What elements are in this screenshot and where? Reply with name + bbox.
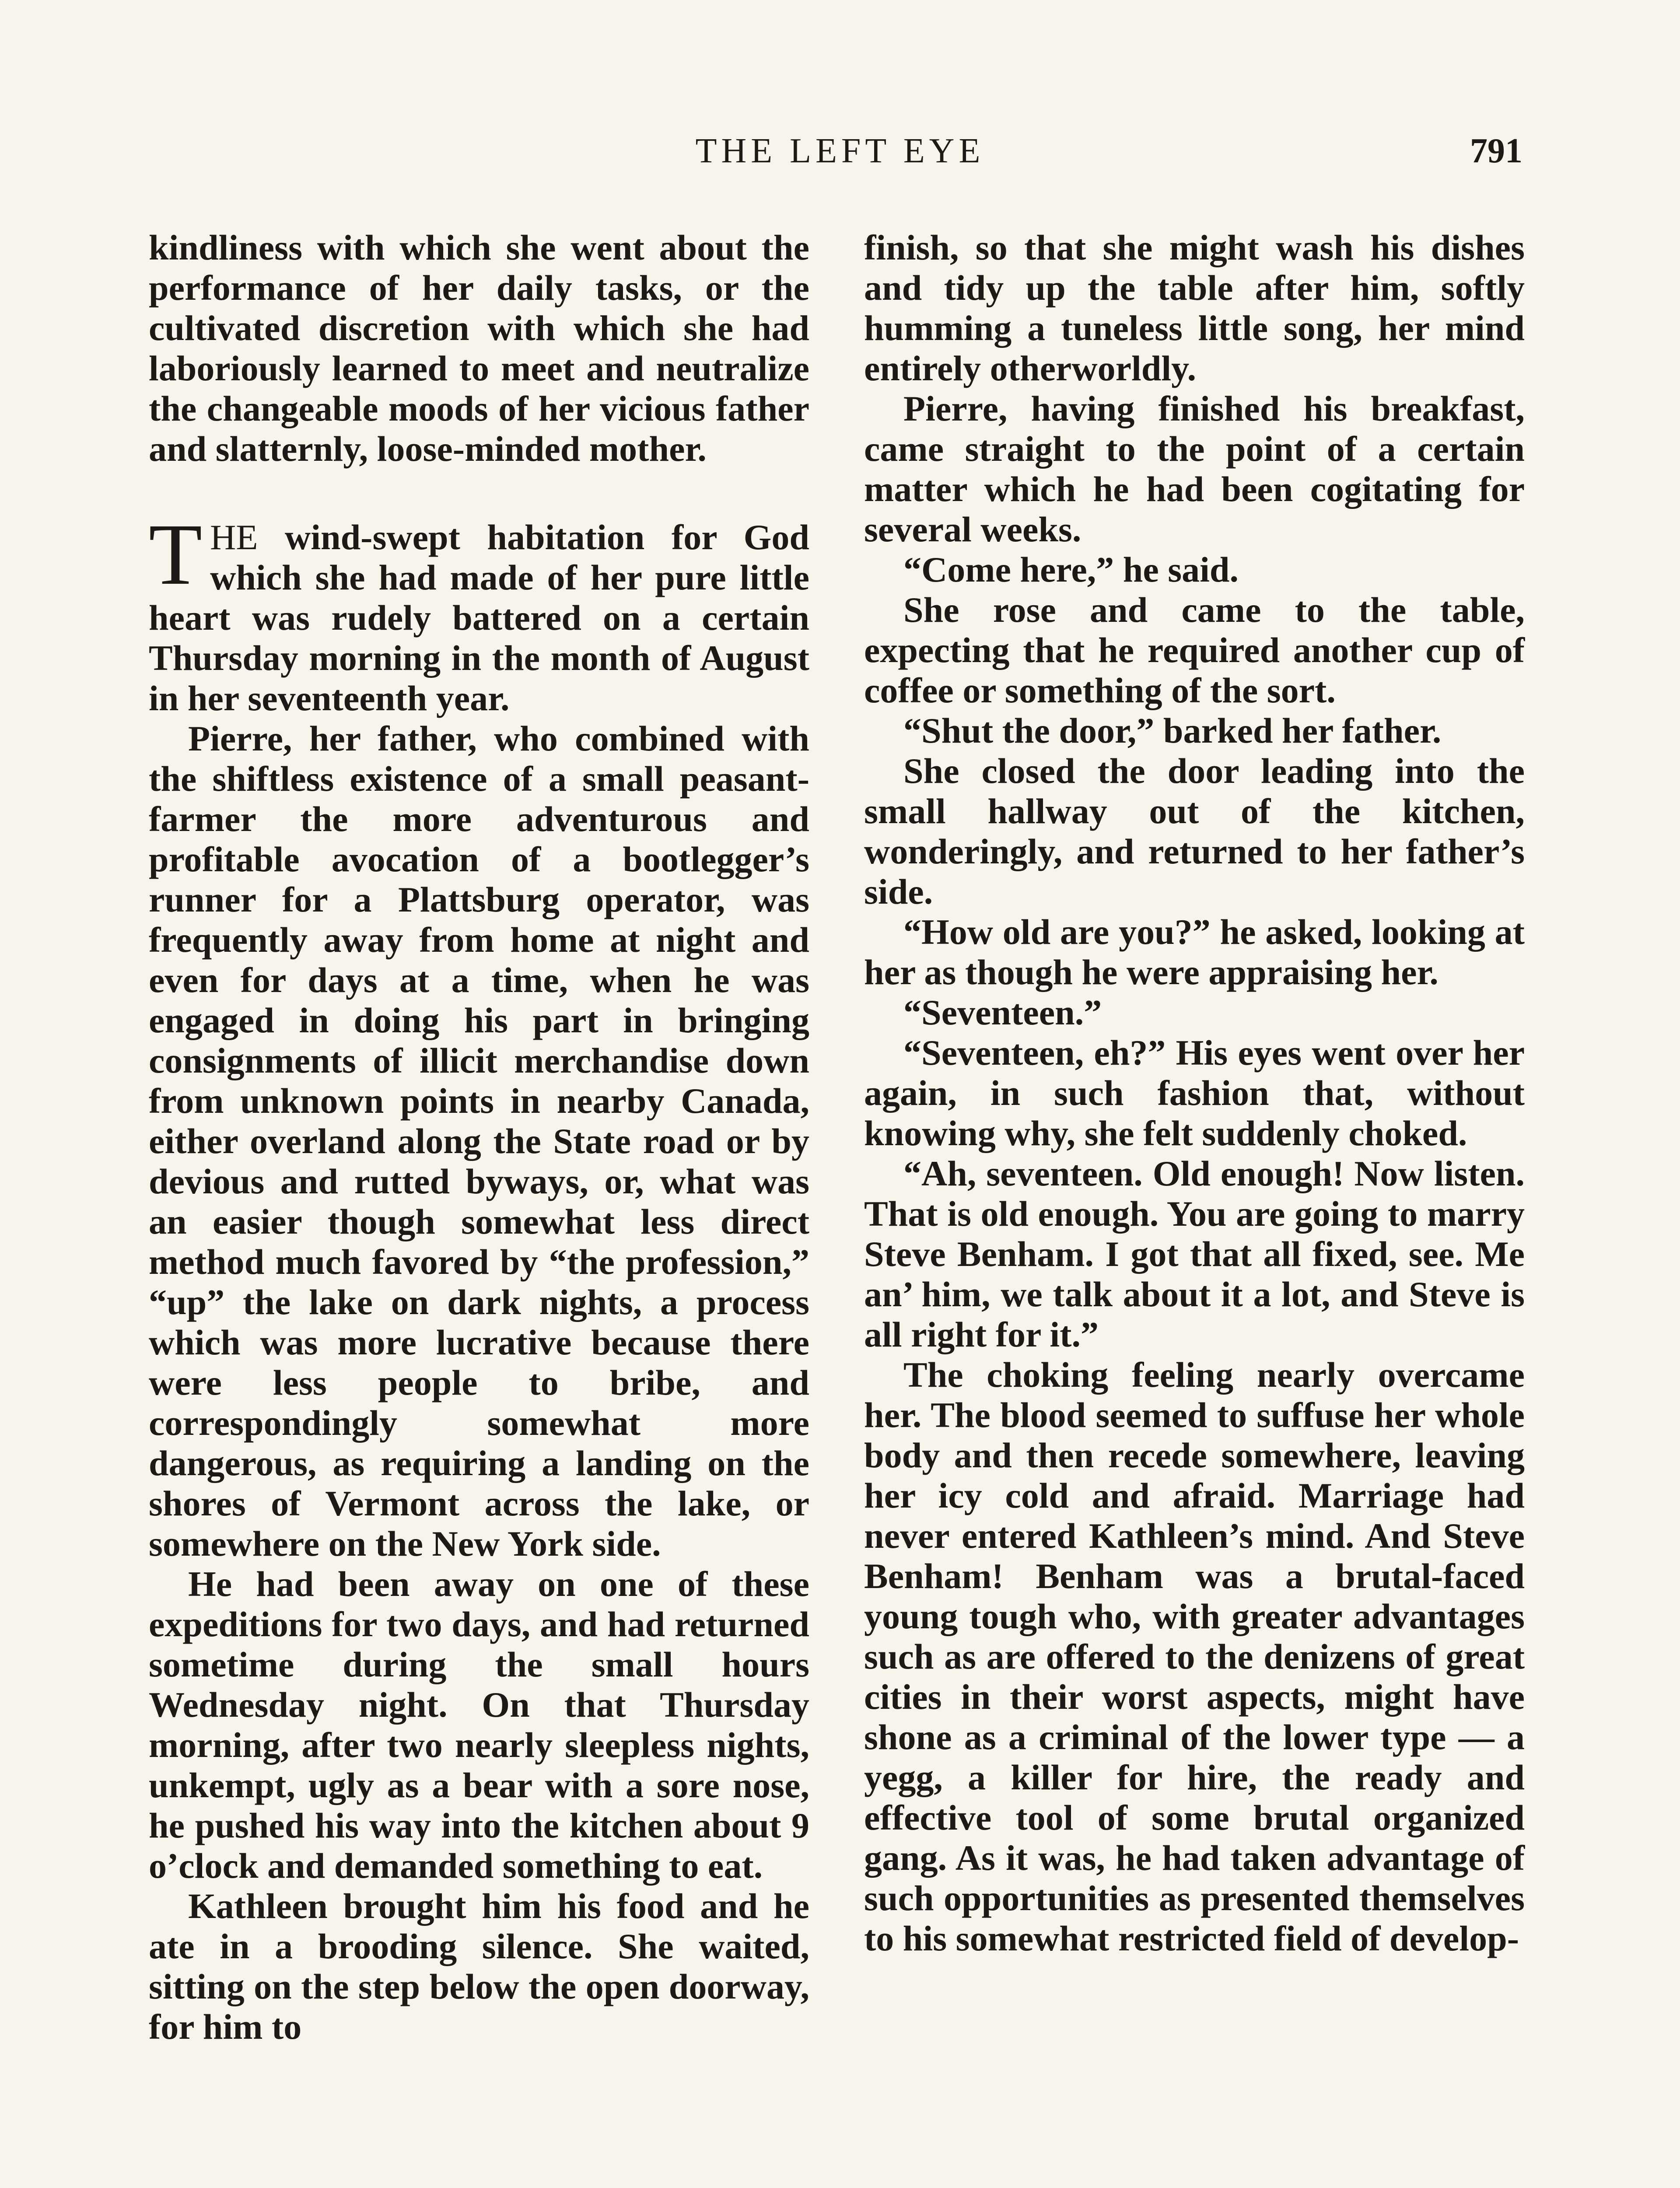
right-column	[864, 228, 1525, 1959]
drop-cap: T	[149, 506, 203, 603]
paragraph: finish, so that she might wash his dishes and tidy up the table after him, softly humming a tuneless little song, her mind entirely otherworldly.	[864, 228, 1525, 388]
paragraph: She rose and came to the table, expecting that he required another cup of coffee or something of the sort.	[864, 590, 1525, 710]
paragraph: “Shut the door,” barked her father.	[903, 711, 1442, 750]
paragraph: “Seventeen, eh?” His eyes went over her again, in such fashion that, without knowing why, she felt suddenly choked.	[864, 1033, 1525, 1153]
paragraph: “Come here,” he said.	[903, 550, 1239, 589]
section-text: wind-swept habitation for God which she had made of her pure little heart was rudely battered on a certain Thursday morning in the month of August in her seventeenth year.	[149, 517, 809, 718]
paragraph: She closed the door leading into the small hallway out of the kitchen, wonderingly, and returned to her father’s side.	[864, 751, 1525, 912]
paragraph: “Seventeen.”	[903, 992, 1102, 1032]
paragraph: Kathleen brought him his food and he ate in a brooding silence. She waited, sitting on the step below the open doorway, for him to	[149, 1886, 809, 2047]
running-header	[158, 131, 1522, 184]
paragraph: “Ah, seventeen. Old enough! Now listen. That is old enough. You are going to marry Steve Benham. I got that all fixed, see. Me an’ him, we talk about it a lot, and Steve is all right for it.”	[864, 1154, 1525, 1354]
left-column	[149, 228, 809, 2047]
paragraph: He had been away on one of these expeditions for two days, and had returned sometime during the small hours Wednesday night. On that Thursday morning, after two nearly sleepless nights, unkempt, ugly as a bear with a sore nose, he pushed his way into the kitchen about 9 o’clock and demanded something to eat.	[149, 1564, 809, 1886]
paragraph: kindliness with which she went about the performance of her daily tasks, or the cultivated discretion with which she had laboriously learned to meet and neutralize the changeable moods of her vicious father and slatternly, loose-minded mother.	[149, 228, 809, 469]
paragraph: Pierre, having finished his breakfast, came straight to the point of a certain matter which he had been cogitating for several weeks.	[864, 389, 1525, 549]
paragraph: The choking feeling nearly overcame her. The blood seemed to suffuse her whole body and then recede somewhere, leaving her icy cold and afraid. Marriage had never entered Kathleen’s mind. And Steve Benham! Benham was a brutal-faced young tough who, with greater advantages such as are offered to the denizens of great cities in their worst aspects, might have shone as a criminal of the lower type — a yegg, a killer for hire, the ready and effective tool of some brutal organized gang. As it was, he had taken advantage of such opportunities as presented themselves to his somewhat restricted field of develop-	[864, 1355, 1525, 1958]
paragraph: “How old are you?” he asked, looking at her as though he were appraising her.	[864, 912, 1525, 992]
running-title: THE LEFT EYE	[695, 132, 985, 170]
small-caps-lead: HE	[210, 517, 258, 557]
section-opening-paragraph	[149, 506, 809, 719]
paragraph: Pierre, her father, who combined with the shiftless existence of a small peasant-farmer the more adventurous and profitable avocation of a bootlegger’s runner for a Plattsburg operator, was frequently away from home at night and even for days at a time, when he was engaged in doing his part in bringing consignments of illicit merchandise down from unknown points in nearby Canada, either overland along the State road or by devious and rutted byways, or, what was an easier though somewhat less direct method much favored by “the profession,” “up” the lake on dark nights, a process which was more lucrative because there were less people to bribe, and correspondingly somewhat more dangerous, as requiring a landing on the shores of Vermont across the lake, or somewhere on the New York side.	[149, 719, 809, 1564]
page-number: 791	[1470, 132, 1522, 170]
